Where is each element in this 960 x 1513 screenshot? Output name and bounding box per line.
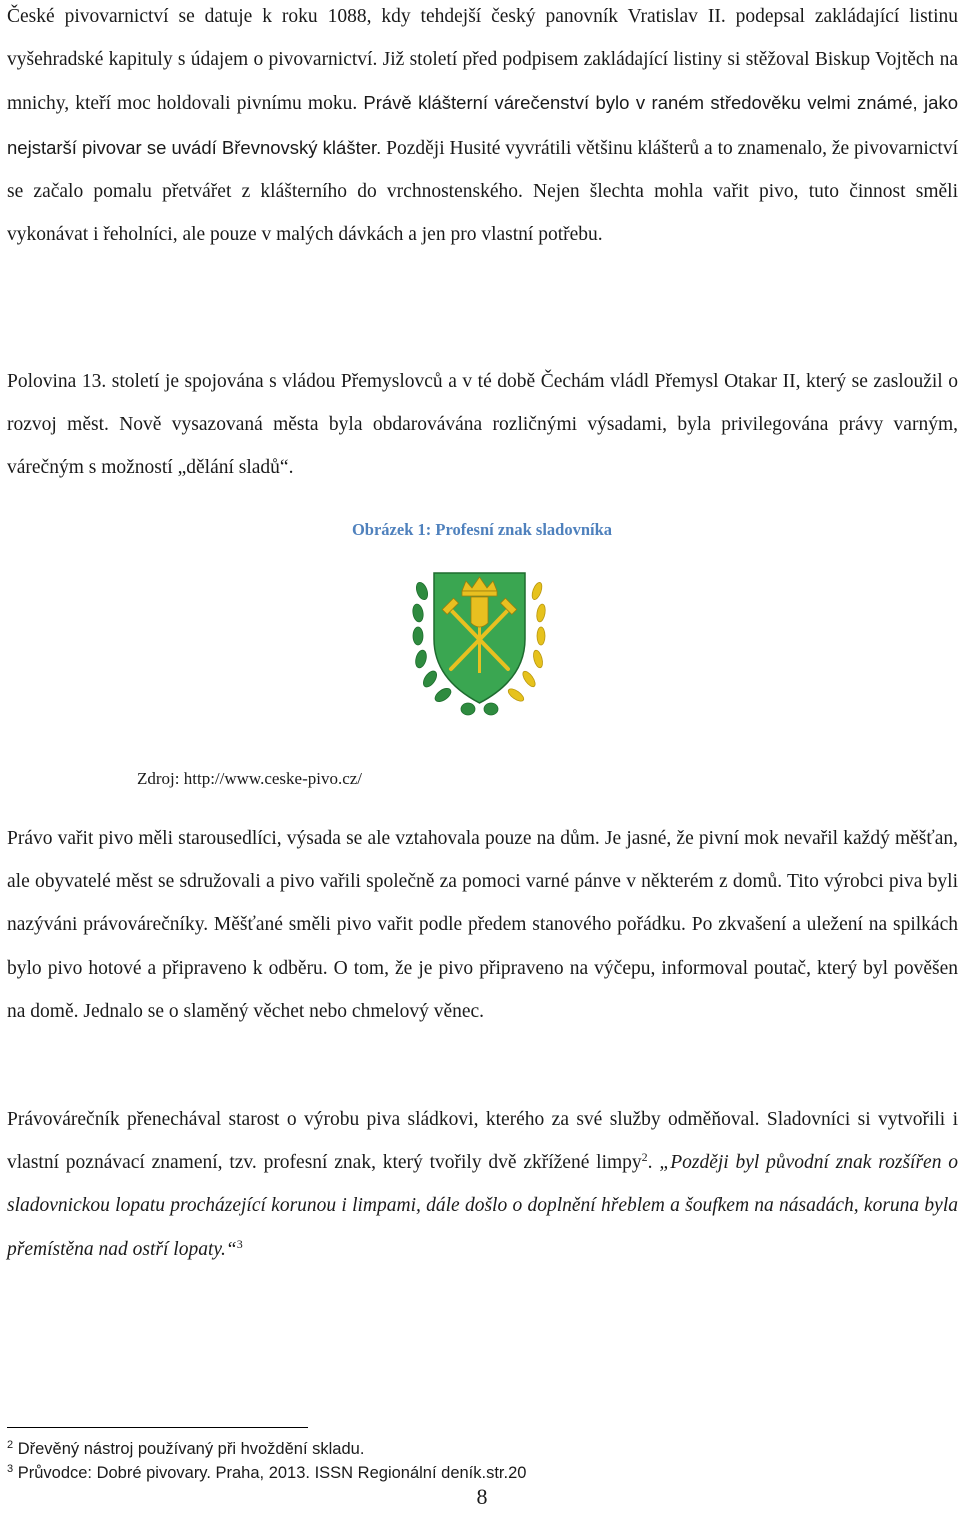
footnote-text: Dřevěný nástroj používaný při hvoždění skladu. [17, 1440, 365, 1458]
figure-caption: Obrázek 1: Profesní znak sladovníka [351, 520, 613, 539]
footnote-item [7, 1440, 364, 1459]
paragraph-text: České pivovarnictví se datuje k roku 1088, kdy tehdejší český panovník Vratislav II. podepsal zakládající listinu vyšehradské kapituly s údajem o pivovarnictví. Již století před podpisem zakládající listiny si stěžoval Biskup Vojtěch na mnichy, kteří moc holdovali pivnímu moku. [7, 6, 958, 115]
maltster-emblem-image [408, 561, 551, 721]
paragraph-text: Právo vařit pivo měli starousedlíci, výsada se ale vztahovala pouze na dům. Je jasné, že pivní mok nevařil každý měšťan, ale obyvatelé měst se sdružovali a pivo vařili společně za pomoci varné pánve v některém z domů. Tito výrobci piva byli nazýváni právovárečníky. Měšťané směli pivo vařit podle předem stanového pořádku. Po zkvašení a uležení na spilkách bylo pivo hotové a připraveno k odběru. O tom, že je pivo připraveno na výčepu, informoval poutač, který byl pověšen na domě. Jednalo se o slaměný věchet nebo chmelový věnec. [7, 828, 958, 1022]
footnote-separator [7, 1427, 308, 1428]
paragraph-text: Polovina 13. století je spojována s vládou Přemyslovců a v té době Čechám vládl Přemysl Otakar II, který se zasloužil o rozvoj měst. Nově vysazovaná města byla obdarovávána rozličnými výsadami, byla privilegována právy varným, várečným s možností „dělání sladů“. [7, 371, 958, 479]
footnote-text: Průvodce: Dobré pivovary. Praha, 2013. ISSN Regionální deník.str.20 [17, 1464, 527, 1482]
footnote-ref[interactable]: 3 [236, 1236, 243, 1251]
footnote-ref[interactable]: 2 [641, 1150, 648, 1165]
footnote-number: 2 [7, 1439, 14, 1451]
paragraph-text: . [647, 1152, 653, 1174]
page-number: 8 [476, 1484, 488, 1509]
paragraph-brewing-history [7, 0, 958, 256]
footnote-number: 3 [7, 1463, 14, 1475]
figure-source: Zdroj: http://www.ceske-pivo.cz/ [137, 769, 363, 788]
quote-text: „Později byl původní znak rozšířen o sladovnickou lopatu procházející korunou i limpami, dále došlo o doplnění hřeblem a šoufkem na násadách, koruna byla přemístěna nad ostří lopaty.“ [7, 1152, 958, 1260]
paragraph-text: Právovárečník přenechával starost o výrobu piva sládkovi, kterého za své služby odměňoval. Sladovníci si vytvořili i vlastní poznávací znamení, tzv. profesní znak, který tvořily dvě zkřížené limpy [7, 1109, 958, 1174]
paragraph-text-sans: Právě klášterní várečenství bylo v raném středověku velmi známé, jako nejstarší pivovar se uvádí Břevnovský klášter. [7, 92, 958, 158]
paragraph-premyslids [7, 360, 958, 490]
paragraph-brewing-rights [7, 817, 958, 1033]
paragraph-text: Později Husité vyvrátili většinu klášterů a to znamenalo, že pivovarnictví se začalo pomalu přetvářet z klášterního do vrchnostenského. Nejen šlechta mohla vařit pivo, tuto činnost směli vykonávat i řeholníci, ale pouze v malých dávkách a jen pro vlastní potřebu. [7, 137, 958, 246]
footnote-item [7, 1464, 526, 1483]
paragraph-maltsters [7, 1098, 958, 1271]
